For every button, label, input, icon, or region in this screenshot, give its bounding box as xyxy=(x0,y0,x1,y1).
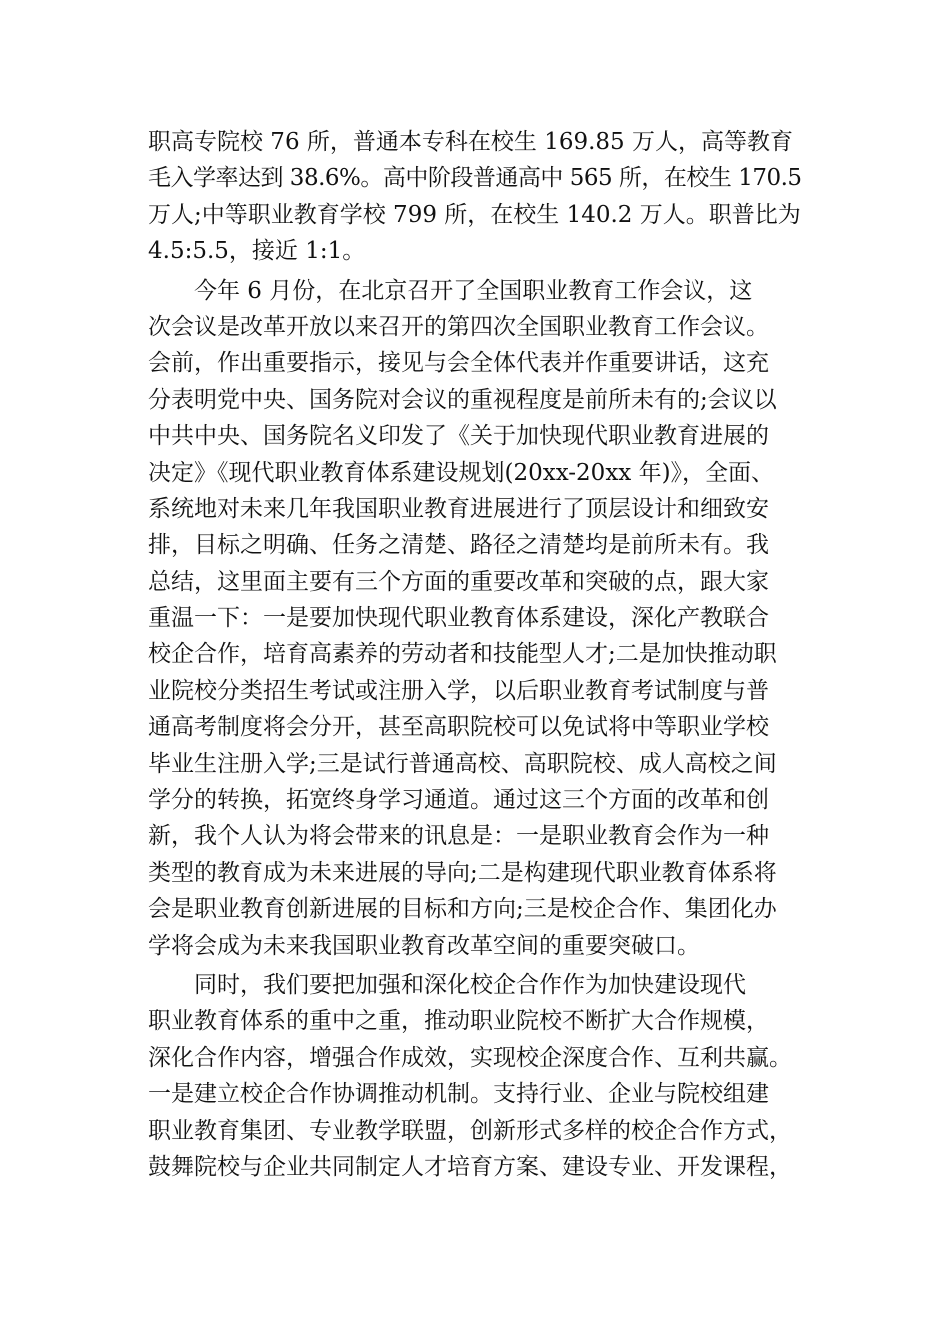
text-line: 校企合作，培育高素养的劳动者和技能型人才;二是加快推动职 xyxy=(148,641,777,668)
text-line: 决定》《现代职业教育体系建设规划(20xx-20xx 年)》，全面、 xyxy=(148,459,775,486)
text-line: 排，目标之明确、任务之清楚、路径之清楚均是前所未有。我 xyxy=(148,532,769,559)
text-line: 学将会成为未来我国职业教育改革空间的重要突破口。 xyxy=(148,932,700,959)
paragraph-conference xyxy=(148,273,808,964)
paragraph-school-enterprise xyxy=(148,967,808,1185)
text-line: 类型的教育成为未来进展的导向;二是构建现代职业教育体系将 xyxy=(148,859,777,886)
text-line: 通高考制度将会分开，甚至高职院校可以免试将中等职业学校 xyxy=(148,714,769,741)
text-line: 职业教育集团、专业教学联盟，创新形式多样的校企合作方式， xyxy=(148,1117,792,1144)
text-line: 4.5:5.5，接近 1:1。 xyxy=(148,238,366,265)
text-line: 次会议是改革开放以来召开的第四次全国职业教育工作会议。 xyxy=(148,313,769,340)
text-line: 今年 6 月份，在北京召开了全国职业教育工作会议，这 xyxy=(148,277,753,304)
text-line: 会前，作出重要指示，接见与会全体代表并作重要讲话，这充 xyxy=(148,350,769,377)
text-line: 毛入学率达到 38.6%。高中阶段普通高中 565 所，在校生 170.5 xyxy=(148,165,802,192)
text-line: 业院校分类招生考试或注册入学，以后职业教育考试制度与普 xyxy=(148,677,769,704)
text-line: 中共中央、国务院名义印发了《关于加快现代职业教育进展的 xyxy=(148,423,769,450)
text-line: 职高专院校 76 所，普通本专科在校生 169.85 万人，高等教育 xyxy=(148,129,793,155)
text-line: 分表明党中央、国务院对会议的重视程度是前所未有的;会议以 xyxy=(148,386,777,413)
text-line: 同时，我们要把加强和深化校企合作作为加快建设现代 xyxy=(148,971,746,998)
text-line: 毕业生注册入学;三是试行普通高校、高职院校、成人高校之间 xyxy=(148,750,777,777)
text-line: 深化合作内容，增强合作成效，实现校企深度合作、互利共赢。 xyxy=(148,1044,792,1071)
text-line: 鼓舞院校与企业共同制定人才培育方案、建设专业、开发课程， xyxy=(148,1153,792,1180)
text-line: 新，我个人认为将会带来的讯息是：一是职业教育会作为一种 xyxy=(148,823,769,850)
paragraph-statistics xyxy=(148,124,808,270)
document-body xyxy=(148,124,808,1185)
text-line: 重温一下：一是要加快现代职业教育体系建设，深化产教联合 xyxy=(148,605,769,632)
text-line: 万人;中等职业教育学校 799 所，在校生 140.2 万人。职普比为 xyxy=(148,201,801,228)
text-line: 职业教育体系的重中之重，推动职业院校不断扩大合作规模， xyxy=(148,1008,769,1035)
text-line: 会是职业教育创新进展的目标和方向;三是校企合作、集团化办 xyxy=(148,896,777,923)
text-line: 系统地对未来几年我国职业教育进展进行了顶层设计和细致安 xyxy=(148,495,769,522)
text-line: 学分的转换，拓宽终身学习通道。通过这三个方面的改革和创 xyxy=(148,787,769,814)
text-line: 一是建立校企合作协调推动机制。支持行业、企业与院校组建 xyxy=(148,1081,769,1108)
text-line: 总结，这里面主要有三个方面的重要改革和突破的点，跟大家 xyxy=(148,568,769,595)
